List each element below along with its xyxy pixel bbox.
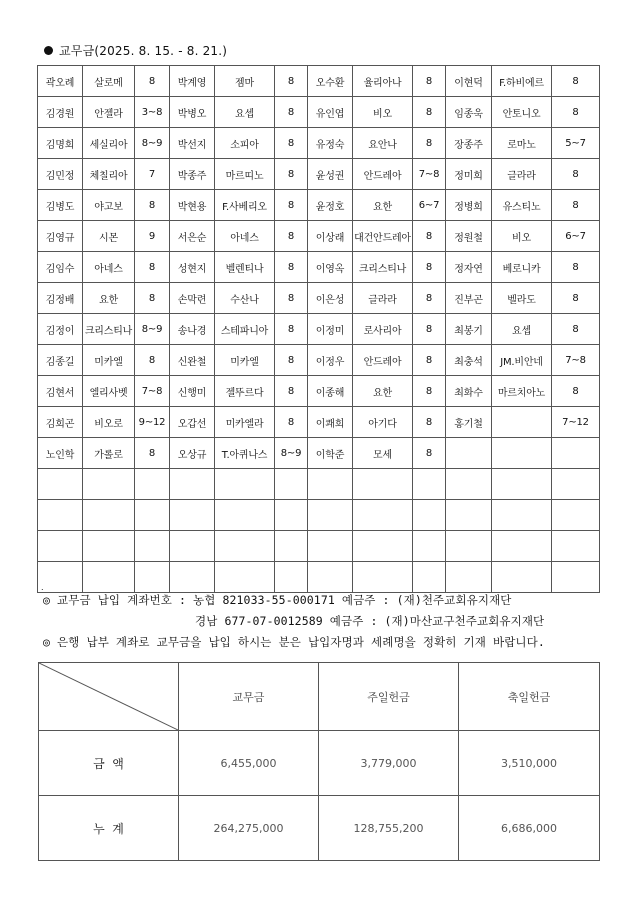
cell-months: 8 xyxy=(552,97,600,128)
account-line-1: ◎ 교무금 납입 계좌번호 : 농협 821033-55-000171 예금주 : (재)천주교회유지재단 xyxy=(43,593,512,607)
cell-baptismal-name: F.사베리오 xyxy=(215,190,275,221)
cell-months: 8 xyxy=(135,190,170,221)
cell-name: 김명희 xyxy=(38,128,83,159)
cell-months: 8 xyxy=(552,314,600,345)
cell-months: 7~8 xyxy=(413,159,446,190)
cell-baptismal-name: 미카엘 xyxy=(215,345,275,376)
empty-cell xyxy=(492,562,552,593)
cumulative-juil: 128,755,200 xyxy=(319,796,459,861)
cell-baptismal-name: 시몬 xyxy=(83,221,135,252)
cell-name: 윤성권 xyxy=(308,159,353,190)
cell-months: 8 xyxy=(135,252,170,283)
cell-name: 장종주 xyxy=(446,128,492,159)
empty-cell xyxy=(275,562,308,593)
cell-name: 유인엽 xyxy=(308,97,353,128)
empty-cell xyxy=(83,531,135,562)
cell-months: 8 xyxy=(552,190,600,221)
cell-name: 정미희 xyxy=(446,159,492,190)
empty-cell xyxy=(413,531,446,562)
table-row xyxy=(38,190,600,221)
empty-cell xyxy=(446,469,492,500)
cell-months: 6~7 xyxy=(413,190,446,221)
cell-months: 8 xyxy=(413,128,446,159)
table-row xyxy=(38,128,600,159)
empty-cell xyxy=(275,531,308,562)
cell-months: 8 xyxy=(275,252,308,283)
cell-baptismal-name: 크리스티나 xyxy=(83,314,135,345)
cell-baptismal-name: 요안나 xyxy=(353,128,413,159)
cell-months: 8 xyxy=(275,345,308,376)
cell-months: 8 xyxy=(275,159,308,190)
empty-row xyxy=(38,562,600,593)
empty-cell xyxy=(413,500,446,531)
table-row xyxy=(38,252,600,283)
empty-cell xyxy=(275,469,308,500)
cell-baptismal-name: 아네스 xyxy=(83,252,135,283)
cell-name: 박병오 xyxy=(170,97,215,128)
cell-name: 이학준 xyxy=(308,438,353,469)
cell-months: 8 xyxy=(275,97,308,128)
cell-baptismal-name: 마르띠노 xyxy=(215,159,275,190)
table-row xyxy=(38,159,600,190)
cell-months: 8 xyxy=(552,252,600,283)
cell-name: 이현덕 xyxy=(446,66,492,97)
cell-name: 박현용 xyxy=(170,190,215,221)
cell-months: 8 xyxy=(413,407,446,438)
cell-name: 이정미 xyxy=(308,314,353,345)
donor-table xyxy=(37,65,600,593)
cell-months: 8 xyxy=(552,66,600,97)
empty-cell xyxy=(353,531,413,562)
empty-cell xyxy=(38,531,83,562)
cell-name: 서은순 xyxy=(170,221,215,252)
empty-cell xyxy=(38,500,83,531)
empty-cell xyxy=(275,500,308,531)
empty-cell xyxy=(552,500,600,531)
cell-name: 이정우 xyxy=(308,345,353,376)
cell-months: 7~12 xyxy=(552,407,600,438)
empty-cell xyxy=(135,562,170,593)
amount-chugil: 3,510,000 xyxy=(459,731,600,796)
empty-cell xyxy=(308,562,353,593)
cell-name: 유정숙 xyxy=(308,128,353,159)
cell-baptismal-name: 벨라도 xyxy=(492,283,552,314)
cell-baptismal-name: 요한 xyxy=(83,283,135,314)
cell-baptismal-name: 글라라 xyxy=(353,283,413,314)
cell-months: 5~7 xyxy=(552,128,600,159)
cell-baptismal-name: 요한 xyxy=(353,190,413,221)
cell-name: 김병도 xyxy=(38,190,83,221)
cell-baptismal-name: 요셉 xyxy=(215,97,275,128)
cell-months: 7~8 xyxy=(135,376,170,407)
cell-name: 오갑선 xyxy=(170,407,215,438)
empty-cell xyxy=(83,500,135,531)
empty-cell xyxy=(215,500,275,531)
empty-row xyxy=(38,469,600,500)
section-title xyxy=(44,42,227,59)
empty-cell xyxy=(308,469,353,500)
cell-months: 8 xyxy=(135,345,170,376)
table-row xyxy=(38,314,600,345)
cell-baptismal-name: 벨렌티나 xyxy=(215,252,275,283)
empty-cell xyxy=(215,469,275,500)
empty-cell xyxy=(552,531,600,562)
header-juil-heongeum: 주일헌금 xyxy=(319,663,459,731)
cell-name: 홍기철 xyxy=(446,407,492,438)
empty-cell xyxy=(170,469,215,500)
cell-baptismal-name: 마르치아노 xyxy=(492,376,552,407)
table-row xyxy=(38,97,600,128)
empty-cell xyxy=(83,469,135,500)
cell-baptismal-name: 아기다 xyxy=(353,407,413,438)
cell-months: 8 xyxy=(275,283,308,314)
cell-months: 8 xyxy=(413,252,446,283)
cell-name: 박종주 xyxy=(170,159,215,190)
cell-months: 8 xyxy=(413,376,446,407)
cell-months: 8~9 xyxy=(135,128,170,159)
cell-months: 8 xyxy=(275,314,308,345)
cell-months: 8 xyxy=(135,438,170,469)
cell-name: 김현서 xyxy=(38,376,83,407)
cell-name: 김정이 xyxy=(38,314,83,345)
cell-baptismal-name: 살로메 xyxy=(83,66,135,97)
cell-months: 9~12 xyxy=(135,407,170,438)
cell-months: 9 xyxy=(135,221,170,252)
cumulative-kyomugeum: 264,275,000 xyxy=(179,796,319,861)
empty-cell xyxy=(215,562,275,593)
cell-name: 정자연 xyxy=(446,252,492,283)
cell-months: 8 xyxy=(275,66,308,97)
cell-baptismal-name: 안토니오 xyxy=(492,97,552,128)
cell-name: 박선지 xyxy=(170,128,215,159)
table-row xyxy=(38,66,600,97)
cell-baptismal-name xyxy=(492,438,552,469)
cell-months: 8 xyxy=(413,438,446,469)
empty-cell xyxy=(83,562,135,593)
cell-baptismal-name: 비오로 xyxy=(83,407,135,438)
table-row xyxy=(38,376,600,407)
empty-cell xyxy=(552,562,600,593)
table-row xyxy=(38,221,600,252)
cell-months: 8 xyxy=(413,97,446,128)
payment-notes xyxy=(43,592,545,655)
cumulative-row xyxy=(39,796,600,861)
cell-months: 8 xyxy=(135,283,170,314)
cell-baptismal-name: 아네스 xyxy=(215,221,275,252)
cell-name: 김임수 xyxy=(38,252,83,283)
row-mark: . xyxy=(38,562,83,593)
cell-baptismal-name: 비오 xyxy=(492,221,552,252)
cell-name: 오상규 xyxy=(170,438,215,469)
empty-cell xyxy=(413,469,446,500)
cell-baptismal-name xyxy=(492,407,552,438)
cell-name: 곽오례 xyxy=(38,66,83,97)
cell-baptismal-name: 안드레아 xyxy=(353,159,413,190)
empty-cell xyxy=(353,500,413,531)
empty-cell xyxy=(492,469,552,500)
cell-name: 임종욱 xyxy=(446,97,492,128)
empty-row xyxy=(38,531,600,562)
cell-months: 8 xyxy=(413,314,446,345)
amount-row xyxy=(39,731,600,796)
table-row xyxy=(38,438,600,469)
empty-cell xyxy=(308,531,353,562)
bullet-icon xyxy=(44,46,53,55)
diagonal-header-cell xyxy=(39,663,179,731)
cell-baptismal-name: 율리아나 xyxy=(353,66,413,97)
cell-baptismal-name: 미카엘라 xyxy=(215,407,275,438)
cell-baptismal-name: 로사리아 xyxy=(353,314,413,345)
cumulative-label: 누 계 xyxy=(39,796,179,861)
cell-name: 성현지 xyxy=(170,252,215,283)
empty-cell xyxy=(170,531,215,562)
amount-juil: 3,779,000 xyxy=(319,731,459,796)
diagonal-line-icon xyxy=(39,663,178,730)
cell-name: 정원철 xyxy=(446,221,492,252)
cell-months: 8 xyxy=(413,66,446,97)
cell-baptismal-name: 대건안드레아 xyxy=(353,221,413,252)
empty-row xyxy=(38,500,600,531)
empty-cell xyxy=(170,500,215,531)
empty-cell xyxy=(38,469,83,500)
cumulative-chugil: 6,686,000 xyxy=(459,796,600,861)
cell-name: 이상래 xyxy=(308,221,353,252)
summary-header-row xyxy=(39,663,600,731)
cell-baptismal-name: 로마노 xyxy=(492,128,552,159)
empty-cell xyxy=(135,500,170,531)
cell-name: 정병희 xyxy=(446,190,492,221)
account-line-2: 경남 677-07-0012589 예금주 : (재)마산교구천주교회유지재단 xyxy=(195,614,545,628)
cell-baptismal-name: 미카엘 xyxy=(83,345,135,376)
empty-cell xyxy=(353,562,413,593)
table-row xyxy=(38,407,600,438)
cell-name: 이은성 xyxy=(308,283,353,314)
cell-baptismal-name: 세실리아 xyxy=(83,128,135,159)
cell-name xyxy=(446,438,492,469)
cell-name: 김정배 xyxy=(38,283,83,314)
table-row xyxy=(38,345,600,376)
empty-cell xyxy=(446,531,492,562)
cell-baptismal-name: 요한 xyxy=(353,376,413,407)
empty-cell xyxy=(492,500,552,531)
empty-cell xyxy=(215,531,275,562)
cell-name: 오수환 xyxy=(308,66,353,97)
cell-months: 8 xyxy=(552,376,600,407)
title-text: 교무금(2025. 8. 15. - 8. 21.) xyxy=(59,44,228,58)
cell-months: 8 xyxy=(552,159,600,190)
cell-baptismal-name: 가롤로 xyxy=(83,438,135,469)
cell-months: 8~9 xyxy=(135,314,170,345)
cell-baptismal-name: 요셉 xyxy=(492,314,552,345)
empty-cell xyxy=(135,531,170,562)
cell-months: 8 xyxy=(552,283,600,314)
empty-cell xyxy=(446,562,492,593)
empty-cell xyxy=(308,500,353,531)
cell-months: 8 xyxy=(275,407,308,438)
cell-months: 8 xyxy=(413,283,446,314)
cell-months: 6~7 xyxy=(552,221,600,252)
cell-name: 최봉기 xyxy=(446,314,492,345)
cell-baptismal-name: 크리스티나 xyxy=(353,252,413,283)
cell-name: 신완철 xyxy=(170,345,215,376)
cell-months: 8 xyxy=(275,128,308,159)
empty-cell xyxy=(353,469,413,500)
empty-cell xyxy=(413,562,446,593)
cell-name: 송나경 xyxy=(170,314,215,345)
cell-baptismal-name: 젤뚜르다 xyxy=(215,376,275,407)
header-chugil-heongeum: 축일헌금 xyxy=(459,663,600,731)
cell-baptismal-name: JM.비안네 xyxy=(492,345,552,376)
cell-name: 최화수 xyxy=(446,376,492,407)
cell-baptismal-name: 체칠리아 xyxy=(83,159,135,190)
cell-name: 손막련 xyxy=(170,283,215,314)
cell-baptismal-name: 모세 xyxy=(353,438,413,469)
cell-name: 김영규 xyxy=(38,221,83,252)
empty-cell xyxy=(170,562,215,593)
empty-cell xyxy=(446,500,492,531)
cell-baptismal-name: 안드레아 xyxy=(353,345,413,376)
cell-months: 8~9 xyxy=(275,438,308,469)
cell-baptismal-name: 글라라 xyxy=(492,159,552,190)
header-kyomugeum: 교무금 xyxy=(179,663,319,731)
cell-months: 8 xyxy=(413,221,446,252)
cell-months: 8 xyxy=(413,345,446,376)
cell-name: 김희곤 xyxy=(38,407,83,438)
cell-name: 김경원 xyxy=(38,97,83,128)
empty-cell xyxy=(552,469,600,500)
cell-name: 신행미 xyxy=(170,376,215,407)
cell-name: 김종길 xyxy=(38,345,83,376)
cell-baptismal-name: 안젤라 xyxy=(83,97,135,128)
cell-name: 윤정호 xyxy=(308,190,353,221)
table-row xyxy=(38,283,600,314)
cell-name: 김민정 xyxy=(38,159,83,190)
cell-name: 노인학 xyxy=(38,438,83,469)
cell-baptismal-name: F.하비에르 xyxy=(492,66,552,97)
cell-name: 이종해 xyxy=(308,376,353,407)
payment-notice: ◎ 은행 납부 계좌로 교무금을 납입 하시는 분은 납입자명과 세례명을 정확히 기재 바랍니다. xyxy=(43,635,545,649)
cell-baptismal-name: 베로니카 xyxy=(492,252,552,283)
cell-months: 8 xyxy=(275,190,308,221)
cell-baptismal-name: 엘리사벳 xyxy=(83,376,135,407)
cell-baptismal-name: 비오 xyxy=(353,97,413,128)
summary-table xyxy=(38,662,600,861)
cell-baptismal-name: T.아퀴나스 xyxy=(215,438,275,469)
cell-months: 7 xyxy=(135,159,170,190)
cell-baptismal-name: 소피아 xyxy=(215,128,275,159)
cell-baptismal-name: 수산나 xyxy=(215,283,275,314)
cell-months: 8 xyxy=(275,376,308,407)
cell-baptismal-name: 유스티노 xyxy=(492,190,552,221)
cell-name: 이쾌희 xyxy=(308,407,353,438)
amount-label: 금 액 xyxy=(39,731,179,796)
cell-baptismal-name: 스테파니아 xyxy=(215,314,275,345)
empty-cell xyxy=(492,531,552,562)
empty-cell xyxy=(135,469,170,500)
cell-months: 8 xyxy=(275,221,308,252)
cell-months: 3~8 xyxy=(135,97,170,128)
cell-months xyxy=(552,438,600,469)
cell-baptismal-name: 젬마 xyxy=(215,66,275,97)
cell-name: 진부곤 xyxy=(446,283,492,314)
cell-months: 8 xyxy=(135,66,170,97)
cell-name: 최충석 xyxy=(446,345,492,376)
amount-kyomugeum: 6,455,000 xyxy=(179,731,319,796)
cell-months: 7~8 xyxy=(552,345,600,376)
cell-baptismal-name: 야고보 xyxy=(83,190,135,221)
cell-name: 이영옥 xyxy=(308,252,353,283)
cell-name: 박계영 xyxy=(170,66,215,97)
